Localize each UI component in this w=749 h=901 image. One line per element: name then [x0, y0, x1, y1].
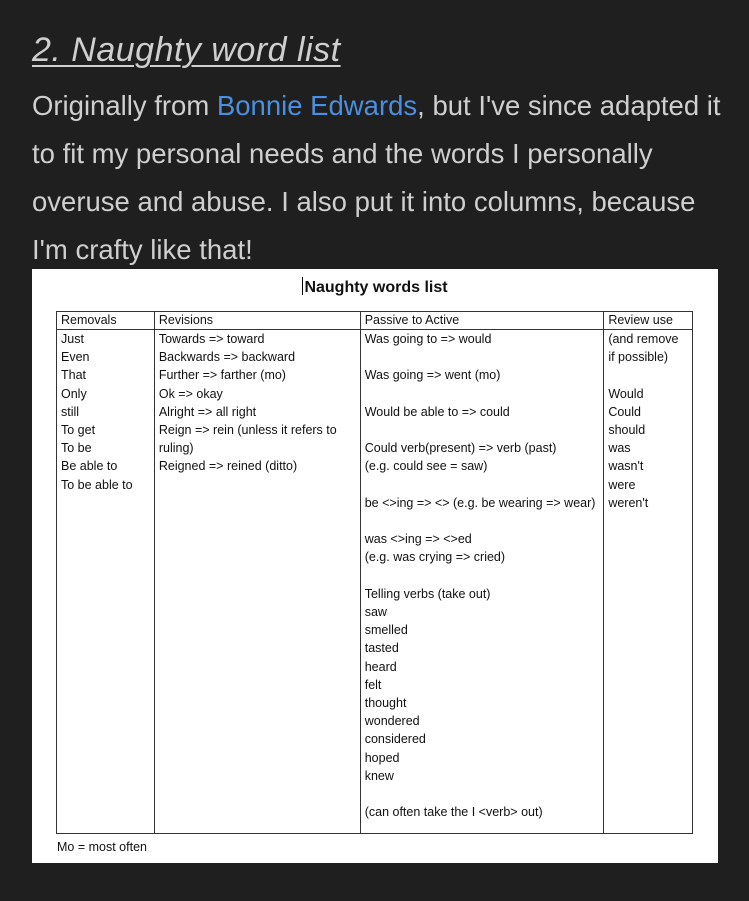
- list-item: thought: [364, 695, 407, 710]
- spacer: [365, 785, 600, 803]
- spacer: [365, 348, 600, 366]
- list-item: Only: [61, 386, 87, 401]
- list-item: Could verb(present) => verb (past): [364, 441, 557, 456]
- list-item: (can often take the I <verb> out): [364, 805, 543, 820]
- spacer: [365, 385, 600, 403]
- list-item: felt: [364, 677, 382, 692]
- list-item: weren't: [608, 495, 649, 510]
- list-item: Would be able to => could: [364, 404, 510, 419]
- footnote: Mo = most often: [57, 840, 147, 854]
- list-item: heard: [364, 659, 397, 674]
- blog-post-section: [32, 26, 722, 274]
- document-title: [32, 277, 718, 297]
- spacer: [365, 512, 600, 530]
- spacer: [608, 366, 688, 384]
- passive-to-active-cell: [360, 330, 604, 834]
- list-item: Reign => rein (unless it refers to ruling): [158, 423, 337, 456]
- intro-paragraph: [32, 82, 722, 274]
- list-item: Towards => toward: [158, 332, 265, 346]
- list-item: tasted: [364, 641, 399, 656]
- list-item: Could: [608, 404, 641, 419]
- bonnie-edwards-link[interactable]: Bonnie Edwards: [216, 90, 418, 121]
- list-item: Reigned => reined (ditto): [158, 459, 298, 474]
- naughty-words-table: [56, 311, 693, 834]
- spacer: [365, 567, 600, 585]
- list-item: (e.g. could see = saw): [364, 459, 488, 474]
- list-item: Was going to => would: [364, 332, 492, 346]
- header-passive-to-active: Passive to Active: [360, 312, 604, 330]
- list-item: Further => farther (mo): [158, 368, 286, 383]
- list-item: still: [61, 404, 80, 419]
- revisions-cell: [154, 330, 360, 834]
- list-item: (e.g. was crying => cried): [364, 550, 506, 565]
- list-item: was: [608, 441, 631, 456]
- list-item: Telling verbs (take out): [364, 586, 491, 601]
- list-item: smelled: [364, 623, 408, 638]
- list-item: To be able to: [61, 477, 133, 492]
- list-item: Would: [608, 386, 644, 401]
- list-item: To get: [61, 423, 96, 438]
- list-item: was <>ing => <>ed: [364, 532, 472, 547]
- intro-prefix: Originally from: [32, 90, 217, 121]
- list-item: saw: [364, 604, 387, 619]
- list-item: Alright => all right: [158, 404, 257, 419]
- section-heading: 2. Naughty word list: [32, 31, 341, 69]
- document-title-text: Naughty words list: [304, 279, 448, 296]
- list-item: Ok => okay: [158, 386, 223, 401]
- list-item: wondered: [364, 714, 420, 729]
- header-removals: Removals: [57, 312, 155, 330]
- list-item: Even: [61, 350, 90, 365]
- list-item: wasn't: [608, 459, 644, 474]
- spacer: [365, 421, 600, 439]
- list-item: be <>ing => <> (e.g. be wearing => wear): [364, 495, 596, 510]
- list-item: knew: [364, 768, 394, 783]
- intro-suffix: , but I've since adapted it to fit my personal needs and the words I personally overuse and abuse. I also put it into columns, because I'm crafty like that!: [32, 90, 721, 265]
- list-item: Just: [61, 332, 84, 346]
- list-item: Backwards => backward: [158, 350, 296, 365]
- list-item: Was going => went (mo): [364, 368, 501, 383]
- removals-cell: [57, 330, 155, 834]
- table-body-row: [57, 330, 693, 834]
- header-review-use: Review use: [604, 312, 693, 330]
- list-item: Be able to: [61, 459, 118, 474]
- list-item: To be: [61, 441, 92, 456]
- list-item: considered: [364, 732, 426, 747]
- list-item: hoped: [364, 750, 400, 765]
- naughty-words-document-image: [32, 269, 718, 863]
- header-revisions: Revisions: [154, 312, 360, 330]
- list-item: were: [608, 477, 636, 492]
- review-use-cell: [604, 330, 693, 834]
- spacer: [365, 476, 600, 494]
- list-item: That: [61, 368, 87, 383]
- list-item: (and remove if possible): [608, 332, 679, 365]
- list-item: should: [608, 423, 646, 437]
- table-header-row: [57, 312, 693, 330]
